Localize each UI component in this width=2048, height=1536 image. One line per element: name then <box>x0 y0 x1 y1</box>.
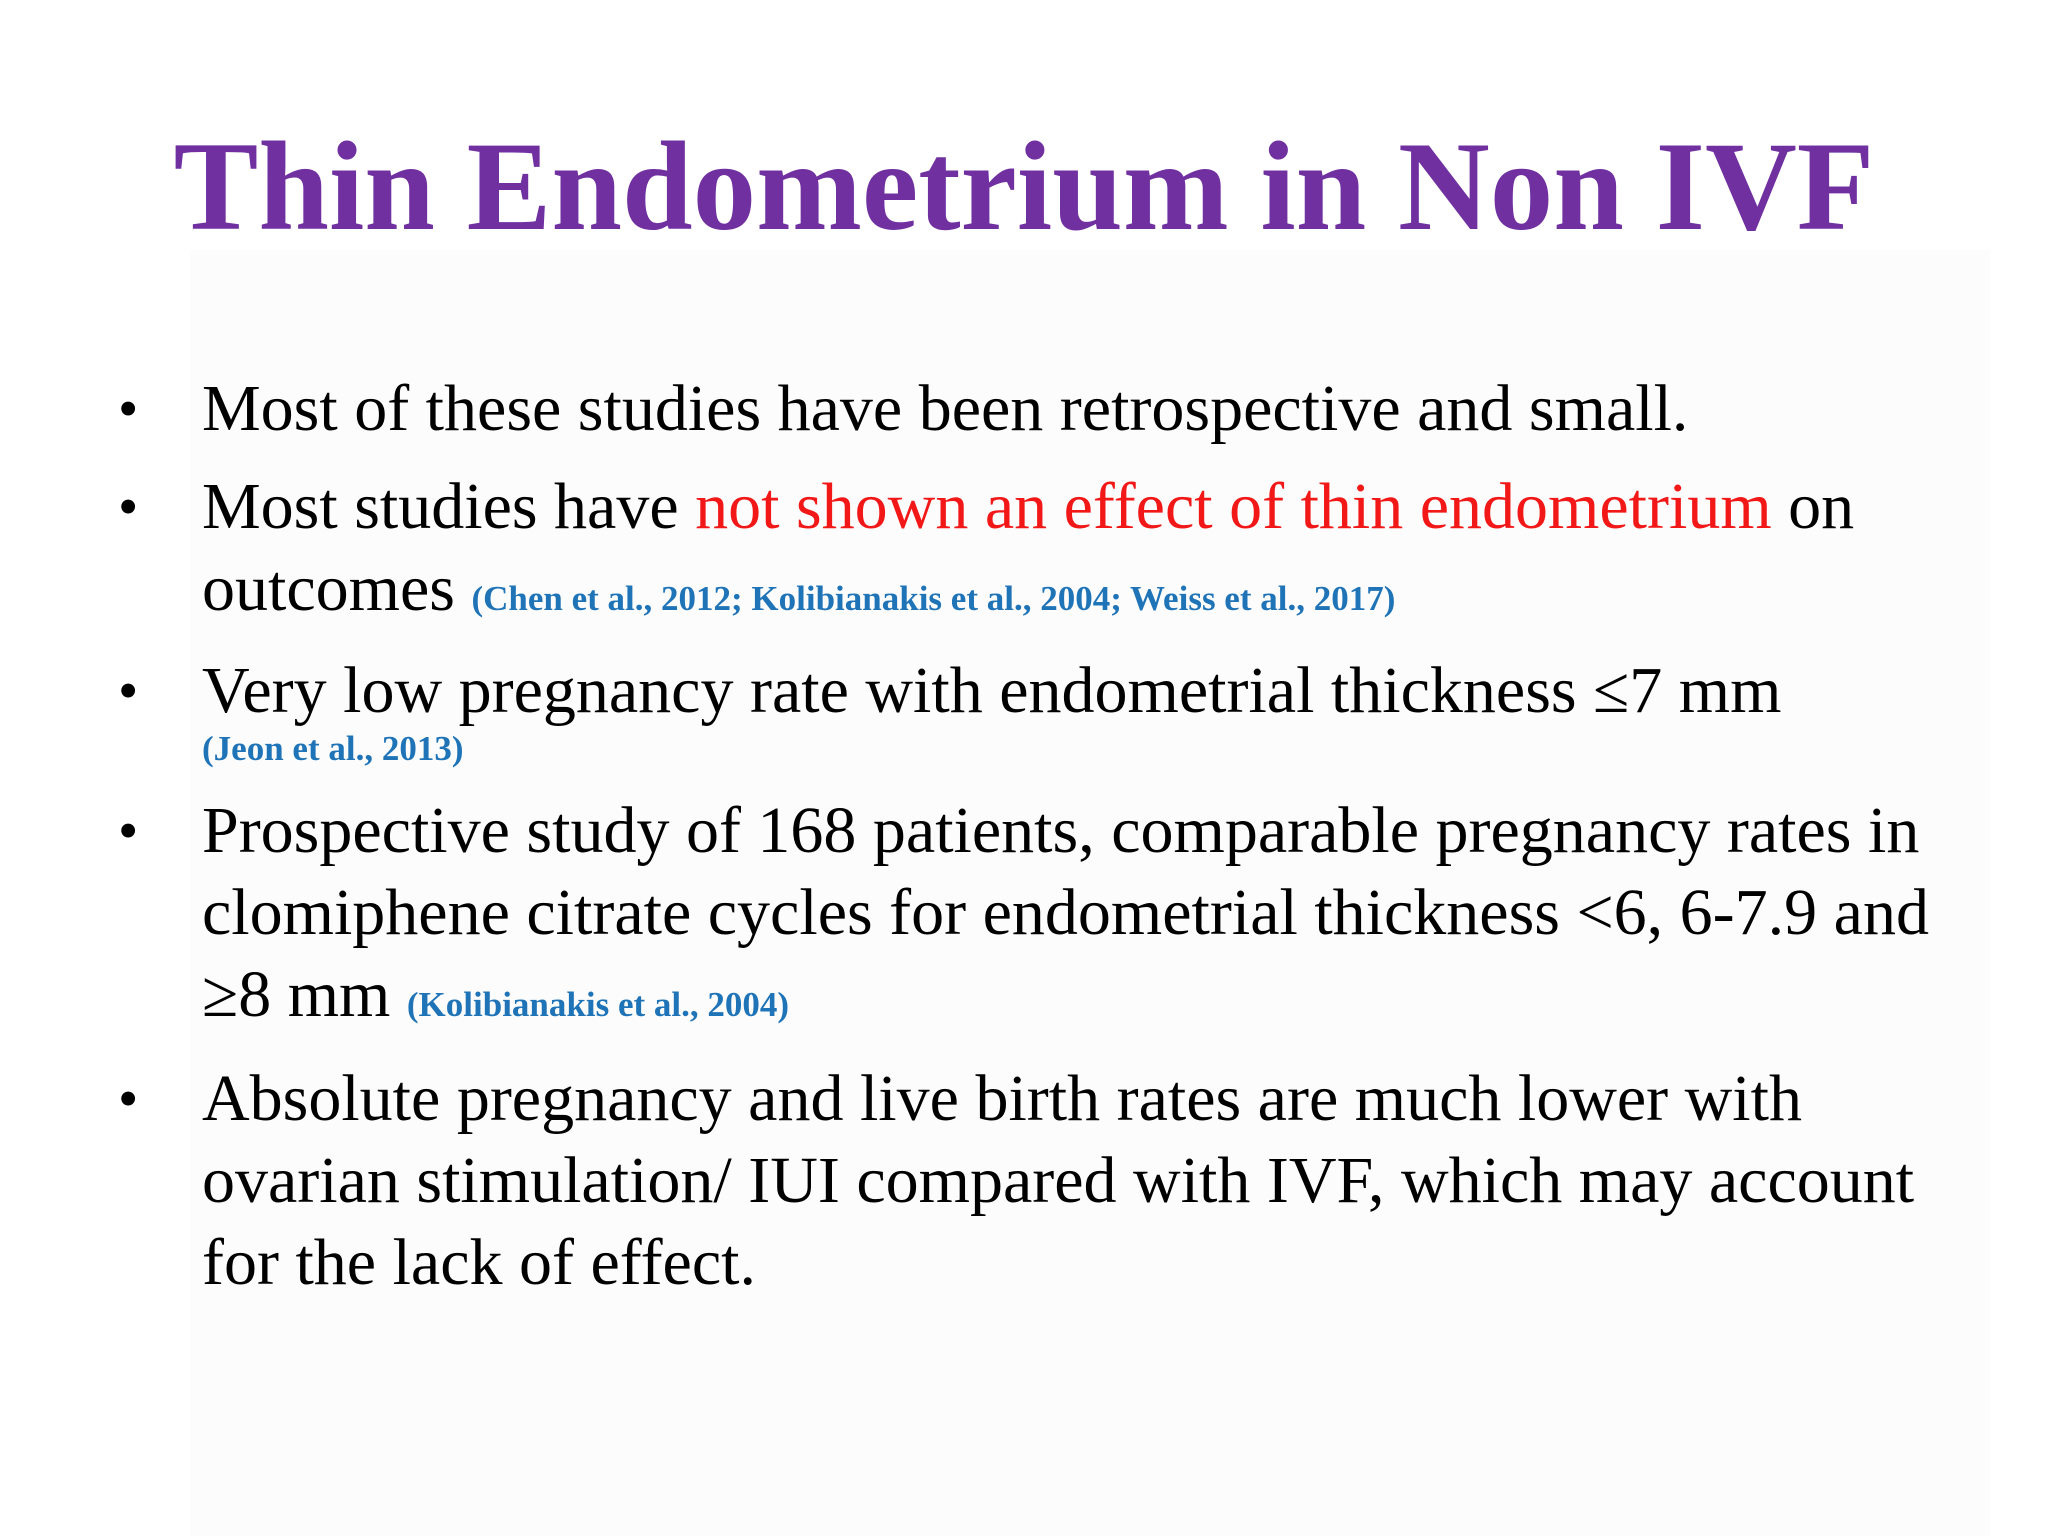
bullet-text: Prospective study of 168 patients, comparable pregnancy rates in clomiphene citrate cycles for endometrial thickness <6, 6-7.9 and ≥8 mm <box>202 794 1929 1031</box>
citation: (Jeon et al., 2013) <box>202 729 464 768</box>
bullet-text: Very low pregnancy rate with endometrial thickness ≤7 mm <box>202 654 1782 727</box>
bullet-item <box>112 650 1992 772</box>
bullet-marker: • <box>118 658 139 723</box>
bullet-item <box>112 466 1992 630</box>
bullet-marker: • <box>118 474 139 539</box>
bullet-marker: • <box>118 1066 139 1131</box>
bullet-marker: • <box>118 376 139 441</box>
bullet-list <box>112 368 1992 1304</box>
bullet-text: on outcomes <box>202 470 1855 625</box>
bullet-text: Most studies have <box>202 470 696 543</box>
bullet-marker: • <box>118 798 139 863</box>
bullet-text: Absolute pregnancy and live birth rates are much lower with ovarian stimulation/ IUI compared with IVF, which may account for the lack of effect. <box>202 1062 1915 1299</box>
bullet-text: Most of these studies have been retrospective and small. <box>202 372 1689 445</box>
bullet-item <box>112 1058 1992 1304</box>
highlighted-text: not shown an effect of thin endometrium <box>695 470 1772 543</box>
bullet-item <box>112 368 1992 450</box>
citation: (Chen et al., 2012; Kolibianakis et al., 2004; Weiss et al., 2017) <box>471 579 1396 618</box>
citation: (Kolibianakis et al., 2004) <box>406 985 790 1024</box>
bullet-item <box>112 790 1992 1036</box>
slide-title: Thin Endometrium in Non IVF <box>173 117 1875 257</box>
